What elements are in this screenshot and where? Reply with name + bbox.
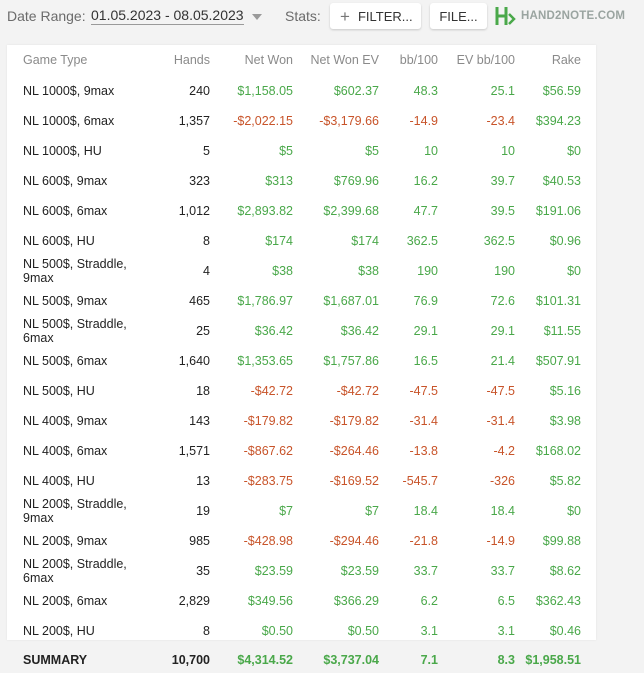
cell-bb100: 6.2 bbox=[420, 594, 438, 608]
cell-hands: 1,640 bbox=[178, 354, 210, 368]
cell-bb100: -21.8 bbox=[409, 534, 438, 548]
cell-hands: 4 bbox=[203, 264, 210, 278]
cell-bb100: -47.5 bbox=[409, 384, 438, 398]
cell-net-won: $313 bbox=[265, 174, 293, 188]
cell-net-won-ev: $2,399.68 bbox=[323, 204, 379, 218]
cell-bb100: 33.7 bbox=[413, 564, 438, 578]
cell-net-won: $23.59 bbox=[254, 564, 293, 578]
cell-game-type: NL 1000$, 6max bbox=[23, 114, 115, 128]
filter-button-label: FILTER... bbox=[357, 8, 413, 24]
cell-bb100: 16.2 bbox=[413, 174, 438, 188]
cell-net-won: $4,314.52 bbox=[237, 653, 293, 667]
cell-rake: $40.53 bbox=[542, 174, 581, 188]
cell-ev-bb100: 72.6 bbox=[490, 294, 515, 308]
cell-ev-bb100: 29.1 bbox=[490, 324, 515, 338]
cell-net-won-ev: -$264.46 bbox=[329, 444, 379, 458]
header-ev-bb100[interactable]: EV bb/100 bbox=[456, 53, 515, 67]
cell-rake: $5.82 bbox=[549, 474, 581, 488]
cell-hands: 25 bbox=[196, 324, 210, 338]
cell-bb100: 7.1 bbox=[420, 653, 438, 667]
cell-ev-bb100: 18.4 bbox=[490, 504, 515, 518]
cell-game-type: NL 200$, HU bbox=[23, 624, 95, 638]
cell-game-type: NL 500$, Straddle, 6max bbox=[23, 317, 127, 345]
cell-rake: $394.23 bbox=[535, 114, 581, 128]
cell-hands: 10,700 bbox=[171, 653, 210, 667]
cell-net-won-ev: $602.37 bbox=[333, 84, 379, 98]
table-row[interactable] bbox=[7, 495, 596, 525]
cell-net-won: $1,158.05 bbox=[237, 84, 293, 98]
cell-net-won: $1,353.65 bbox=[237, 354, 293, 368]
cell-net-won: $174 bbox=[265, 234, 293, 248]
cell-net-won-ev: $23.59 bbox=[340, 564, 379, 578]
cell-bb100: -13.8 bbox=[409, 444, 438, 458]
cell-ev-bb100: -14.9 bbox=[486, 534, 515, 548]
table-row[interactable] bbox=[7, 195, 596, 225]
cell-game-type: NL 500$, 6max bbox=[23, 354, 108, 368]
table-row[interactable] bbox=[7, 615, 596, 645]
header-net-won[interactable]: Net Won bbox=[244, 53, 293, 67]
toolbar bbox=[0, 0, 644, 34]
cell-net-won-ev: $7 bbox=[365, 504, 379, 518]
cell-rake: $362.43 bbox=[535, 594, 581, 608]
cell-ev-bb100: 190 bbox=[494, 264, 515, 278]
table-row[interactable] bbox=[7, 375, 596, 405]
hand2note-logo-icon bbox=[494, 5, 516, 27]
cell-ev-bb100: -4.2 bbox=[493, 444, 515, 458]
cell-net-won-ev: $366.29 bbox=[333, 594, 379, 608]
cell-rake: $56.59 bbox=[542, 84, 581, 98]
file-button-label: FILE... bbox=[439, 8, 478, 24]
cell-rake: $8.62 bbox=[549, 564, 581, 578]
cell-net-won: -$179.82 bbox=[243, 414, 293, 428]
cell-net-won: $36.42 bbox=[254, 324, 293, 338]
cell-net-won: $1,786.97 bbox=[237, 294, 293, 308]
cell-ev-bb100: 39.7 bbox=[490, 174, 515, 188]
cell-net-won-ev: $36.42 bbox=[340, 324, 379, 338]
cell-rake: $0 bbox=[567, 504, 581, 518]
cell-bb100: -545.7 bbox=[402, 474, 438, 488]
cell-ev-bb100: 21.4 bbox=[490, 354, 515, 368]
hand2note-logo bbox=[494, 5, 625, 27]
cell-rake: $0.96 bbox=[549, 234, 581, 248]
cell-net-won-ev: $1,687.01 bbox=[323, 294, 379, 308]
cell-rake: $1,958.51 bbox=[525, 653, 581, 667]
cell-rake: $5.16 bbox=[549, 384, 581, 398]
table-row[interactable] bbox=[7, 165, 596, 195]
cell-net-won-ev: -$179.82 bbox=[329, 414, 379, 428]
cell-net-won: -$42.72 bbox=[250, 384, 293, 398]
cell-net-won: $38 bbox=[272, 264, 293, 278]
chevron-down-icon bbox=[252, 14, 262, 20]
header-game-type[interactable]: Game Type bbox=[23, 53, 88, 67]
cell-game-type: NL 600$, HU bbox=[23, 234, 95, 248]
table-row[interactable] bbox=[7, 555, 596, 585]
table-row[interactable] bbox=[7, 585, 596, 615]
cell-ev-bb100: 33.7 bbox=[490, 564, 515, 578]
cell-rake: $3.98 bbox=[549, 414, 581, 428]
cell-net-won-ev: $0.50 bbox=[347, 624, 379, 638]
cell-hands: 143 bbox=[189, 414, 210, 428]
cell-game-type: NL 400$, 9max bbox=[23, 414, 108, 428]
cell-game-type: NL 600$, 6max bbox=[23, 204, 108, 218]
cell-net-won-ev: -$3,179.66 bbox=[319, 114, 379, 128]
cell-game-type: NL 200$, 6max bbox=[23, 594, 108, 608]
stats-label: Stats: bbox=[285, 8, 321, 24]
cell-hands: 18 bbox=[196, 384, 210, 398]
cell-net-won: $5 bbox=[279, 144, 293, 158]
cell-ev-bb100: -326 bbox=[489, 474, 515, 488]
cell-net-won: $0.50 bbox=[261, 624, 293, 638]
header-hands[interactable]: Hands bbox=[173, 53, 210, 67]
cell-bb100: 76.9 bbox=[413, 294, 438, 308]
cell-ev-bb100: -31.4 bbox=[486, 414, 515, 428]
table-row[interactable] bbox=[7, 435, 596, 465]
cell-net-won-ev: $174 bbox=[351, 234, 379, 248]
table-row[interactable] bbox=[7, 405, 596, 435]
cell-bb100: 362.5 bbox=[406, 234, 438, 248]
cell-ev-bb100: 25.1 bbox=[490, 84, 515, 98]
date-range-value: 01.05.2023 - 08.05.2023 bbox=[91, 7, 244, 23]
cell-ev-bb100: -23.4 bbox=[486, 114, 515, 128]
cell-rake: $0.46 bbox=[549, 624, 581, 638]
cell-game-type: NL 1000$, 9max bbox=[23, 84, 115, 98]
cell-ev-bb100: 6.5 bbox=[497, 594, 515, 608]
plus-icon: + bbox=[340, 6, 350, 26]
cell-rake: $0 bbox=[567, 144, 581, 158]
cell-bb100: 190 bbox=[417, 264, 438, 278]
cell-rake: $11.55 bbox=[543, 324, 581, 338]
cell-ev-bb100: -47.5 bbox=[486, 384, 515, 398]
cell-rake: $507.91 bbox=[535, 354, 581, 368]
cell-hands: 465 bbox=[189, 294, 210, 308]
cell-rake: $0 bbox=[567, 264, 581, 278]
cell-game-type: NL 1000$, HU bbox=[23, 144, 102, 158]
cell-bb100: -31.4 bbox=[409, 414, 438, 428]
cell-game-type: NL 200$, Straddle, 6max bbox=[23, 557, 127, 585]
cell-net-won: $349.56 bbox=[247, 594, 293, 608]
cell-net-won-ev: $1,757.86 bbox=[323, 354, 379, 368]
table-row[interactable] bbox=[7, 285, 596, 315]
cell-net-won-ev: -$294.46 bbox=[329, 534, 379, 548]
table-row[interactable] bbox=[7, 345, 596, 375]
cell-ev-bb100: 3.1 bbox=[497, 624, 515, 638]
cell-net-won-ev: -$42.72 bbox=[336, 384, 379, 398]
header-bb100[interactable]: bb/100 bbox=[399, 53, 438, 67]
cell-game-type: NL 600$, 9max bbox=[23, 174, 108, 188]
table-row[interactable] bbox=[7, 255, 596, 285]
cell-bb100: 48.3 bbox=[413, 84, 438, 98]
cell-game-type: NL 200$, Straddle, 9max bbox=[23, 497, 127, 525]
cell-rake: $101.31 bbox=[535, 294, 581, 308]
cell-hands: 985 bbox=[189, 534, 210, 548]
cell-bb100: 29.1 bbox=[413, 324, 438, 338]
cell-hands: 35 bbox=[196, 564, 210, 578]
cell-net-won: -$283.75 bbox=[243, 474, 293, 488]
cell-hands: 13 bbox=[196, 474, 210, 488]
table-row[interactable] bbox=[7, 465, 596, 495]
cell-net-won: -$2,022.15 bbox=[233, 114, 293, 128]
cell-hands: 1,012 bbox=[178, 204, 210, 218]
cell-bb100: 47.7 bbox=[413, 204, 438, 218]
cell-hands: 2,829 bbox=[178, 594, 210, 608]
cell-ev-bb100: 362.5 bbox=[483, 234, 515, 248]
cell-net-won: $7 bbox=[279, 504, 293, 518]
table-row[interactable] bbox=[7, 525, 596, 555]
cell-bb100: 10 bbox=[424, 144, 438, 158]
cell-game-type: NL 400$, 6max bbox=[23, 444, 108, 458]
cell-game-type: NL 400$, HU bbox=[23, 474, 95, 488]
cell-bb100: 18.4 bbox=[413, 504, 438, 518]
cell-hands: 8 bbox=[203, 234, 210, 248]
cell-ev-bb100: 8.3 bbox=[497, 653, 515, 667]
cell-game-type: NL 500$, Straddle, 9max bbox=[23, 257, 127, 285]
cell-ev-bb100: 39.5 bbox=[490, 204, 515, 218]
cell-net-won: -$867.62 bbox=[243, 444, 293, 458]
cell-net-won-ev: $5 bbox=[365, 144, 379, 158]
table-row[interactable] bbox=[7, 75, 596, 105]
cell-game-type: NL 500$, HU bbox=[23, 384, 95, 398]
cell-net-won-ev: $38 bbox=[358, 264, 379, 278]
table-row[interactable] bbox=[7, 105, 596, 135]
cell-hands: 19 bbox=[196, 504, 210, 518]
cell-bb100: 3.1 bbox=[420, 624, 438, 638]
table-row[interactable] bbox=[7, 225, 596, 255]
table-row[interactable] bbox=[7, 135, 596, 165]
filter-button[interactable] bbox=[330, 3, 421, 29]
header-net-won-ev[interactable]: Net Won EV bbox=[310, 53, 379, 67]
cell-net-won-ev: -$169.52 bbox=[329, 474, 379, 488]
cell-game-type: NL 200$, 9max bbox=[23, 534, 108, 548]
cell-hands: 8 bbox=[203, 624, 210, 638]
cell-net-won: -$428.98 bbox=[243, 534, 293, 548]
table-body bbox=[7, 75, 596, 673]
cell-hands: 240 bbox=[189, 84, 210, 98]
cell-rake: $191.06 bbox=[535, 204, 581, 218]
stats-table bbox=[7, 45, 596, 673]
summary-row[interactable] bbox=[7, 645, 596, 673]
table-row[interactable] bbox=[7, 315, 596, 345]
cell-rake: $99.88 bbox=[542, 534, 581, 548]
cell-ev-bb100: 10 bbox=[501, 144, 515, 158]
cell-hands: 1,357 bbox=[178, 114, 210, 128]
cell-bb100: 16.5 bbox=[413, 354, 438, 368]
cell-game-type: NL 500$, 9max bbox=[23, 294, 108, 308]
cell-hands: 5 bbox=[203, 144, 210, 158]
file-button[interactable] bbox=[430, 3, 487, 29]
table-header-row bbox=[7, 45, 596, 75]
cell-rake: $168.02 bbox=[535, 444, 581, 458]
date-range-label: Date Range: bbox=[7, 8, 86, 24]
cell-net-won-ev: $3,737.04 bbox=[323, 653, 379, 667]
header-rake[interactable]: Rake bbox=[551, 53, 581, 67]
cell-game-type: SUMMARY bbox=[23, 653, 88, 667]
date-range-select[interactable] bbox=[91, 6, 262, 26]
cell-hands: 323 bbox=[189, 174, 210, 188]
cell-net-won-ev: $769.96 bbox=[333, 174, 379, 188]
cell-bb100: -14.9 bbox=[409, 114, 438, 128]
cell-hands: 1,571 bbox=[178, 444, 210, 458]
stats-table-panel bbox=[7, 45, 596, 667]
cell-net-won: $2,893.82 bbox=[237, 204, 293, 218]
logo-text: HAND2NOTE.COM bbox=[521, 10, 626, 22]
